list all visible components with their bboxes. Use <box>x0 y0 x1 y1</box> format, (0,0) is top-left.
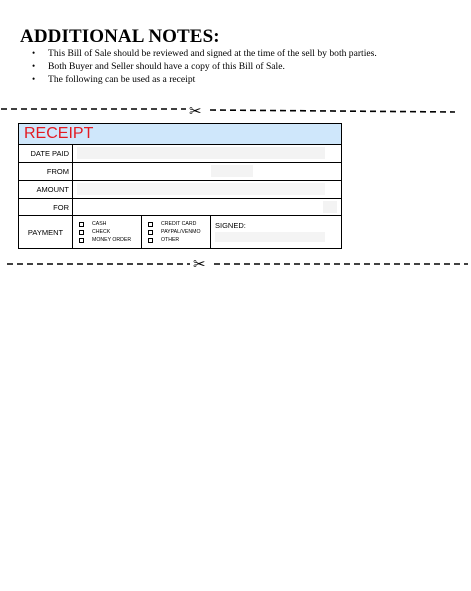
receipt-header <box>19 124 341 145</box>
money-order-checkbox[interactable] <box>79 238 84 243</box>
bullet-icon: • <box>32 74 36 84</box>
payment-row <box>19 216 341 248</box>
cash-checkbox[interactable] <box>79 222 84 227</box>
from-label: FROM <box>19 163 73 180</box>
date-paid-label: DATE PAID <box>19 145 73 162</box>
for-label: FOR <box>19 199 73 215</box>
dashed-line <box>0 104 471 118</box>
signed-label: SIGNED: <box>215 221 246 230</box>
note-text: Both Buyer and Seller should have a copy of this Bill of Sale. <box>48 61 285 72</box>
top-cut-line <box>0 104 471 118</box>
for-field[interactable] <box>323 201 337 213</box>
receipt-title: RECEIPT <box>24 125 94 142</box>
section-heading: ADDITIONAL NOTES: <box>20 26 220 47</box>
amount-label: AMOUNT <box>19 181 73 198</box>
paypal-venmo-checkbox[interactable] <box>148 230 153 235</box>
dashed-line <box>0 255 471 273</box>
note-item <box>30 47 377 60</box>
note-text: The following can be used as a receipt <box>48 74 196 85</box>
credit-card-option-label: CREDIT CARD <box>161 221 197 227</box>
bullet-icon: • <box>32 48 36 58</box>
payment-options-right <box>142 216 211 248</box>
amount-row <box>19 181 341 199</box>
cash-option-label: CASH <box>92 221 107 227</box>
bottom-cut-line <box>0 255 471 273</box>
date-paid-row <box>19 145 341 163</box>
bullet-icon: • <box>32 61 36 71</box>
check-checkbox[interactable] <box>79 230 84 235</box>
credit-card-checkbox[interactable] <box>148 222 153 227</box>
other-checkbox[interactable] <box>148 238 153 243</box>
note-item <box>30 60 377 73</box>
date-paid-field[interactable] <box>77 147 325 159</box>
from-row <box>19 163 341 181</box>
check-option-label: CHECK <box>92 229 111 235</box>
payment-options-left <box>73 216 142 248</box>
money-order-option-label: MONEY ORDER <box>92 237 132 243</box>
receipt-form <box>18 123 342 249</box>
for-row <box>19 199 341 216</box>
notes-list <box>30 47 377 86</box>
amount-field[interactable] <box>77 183 325 195</box>
paypal-venmo-option-label: PAYPAL/VENMO <box>161 229 201 235</box>
note-item <box>30 73 377 86</box>
note-text: This Bill of Sale should be reviewed and signed at the time of the sell by both parties. <box>48 48 377 59</box>
other-option-label: OTHER <box>161 237 180 243</box>
scissors-icon: ✂ <box>189 102 202 120</box>
payment-label: PAYMENT <box>19 216 73 248</box>
scissors-icon: ✂ <box>193 255 206 273</box>
from-field[interactable] <box>211 165 253 177</box>
signature-field[interactable] <box>215 232 325 242</box>
